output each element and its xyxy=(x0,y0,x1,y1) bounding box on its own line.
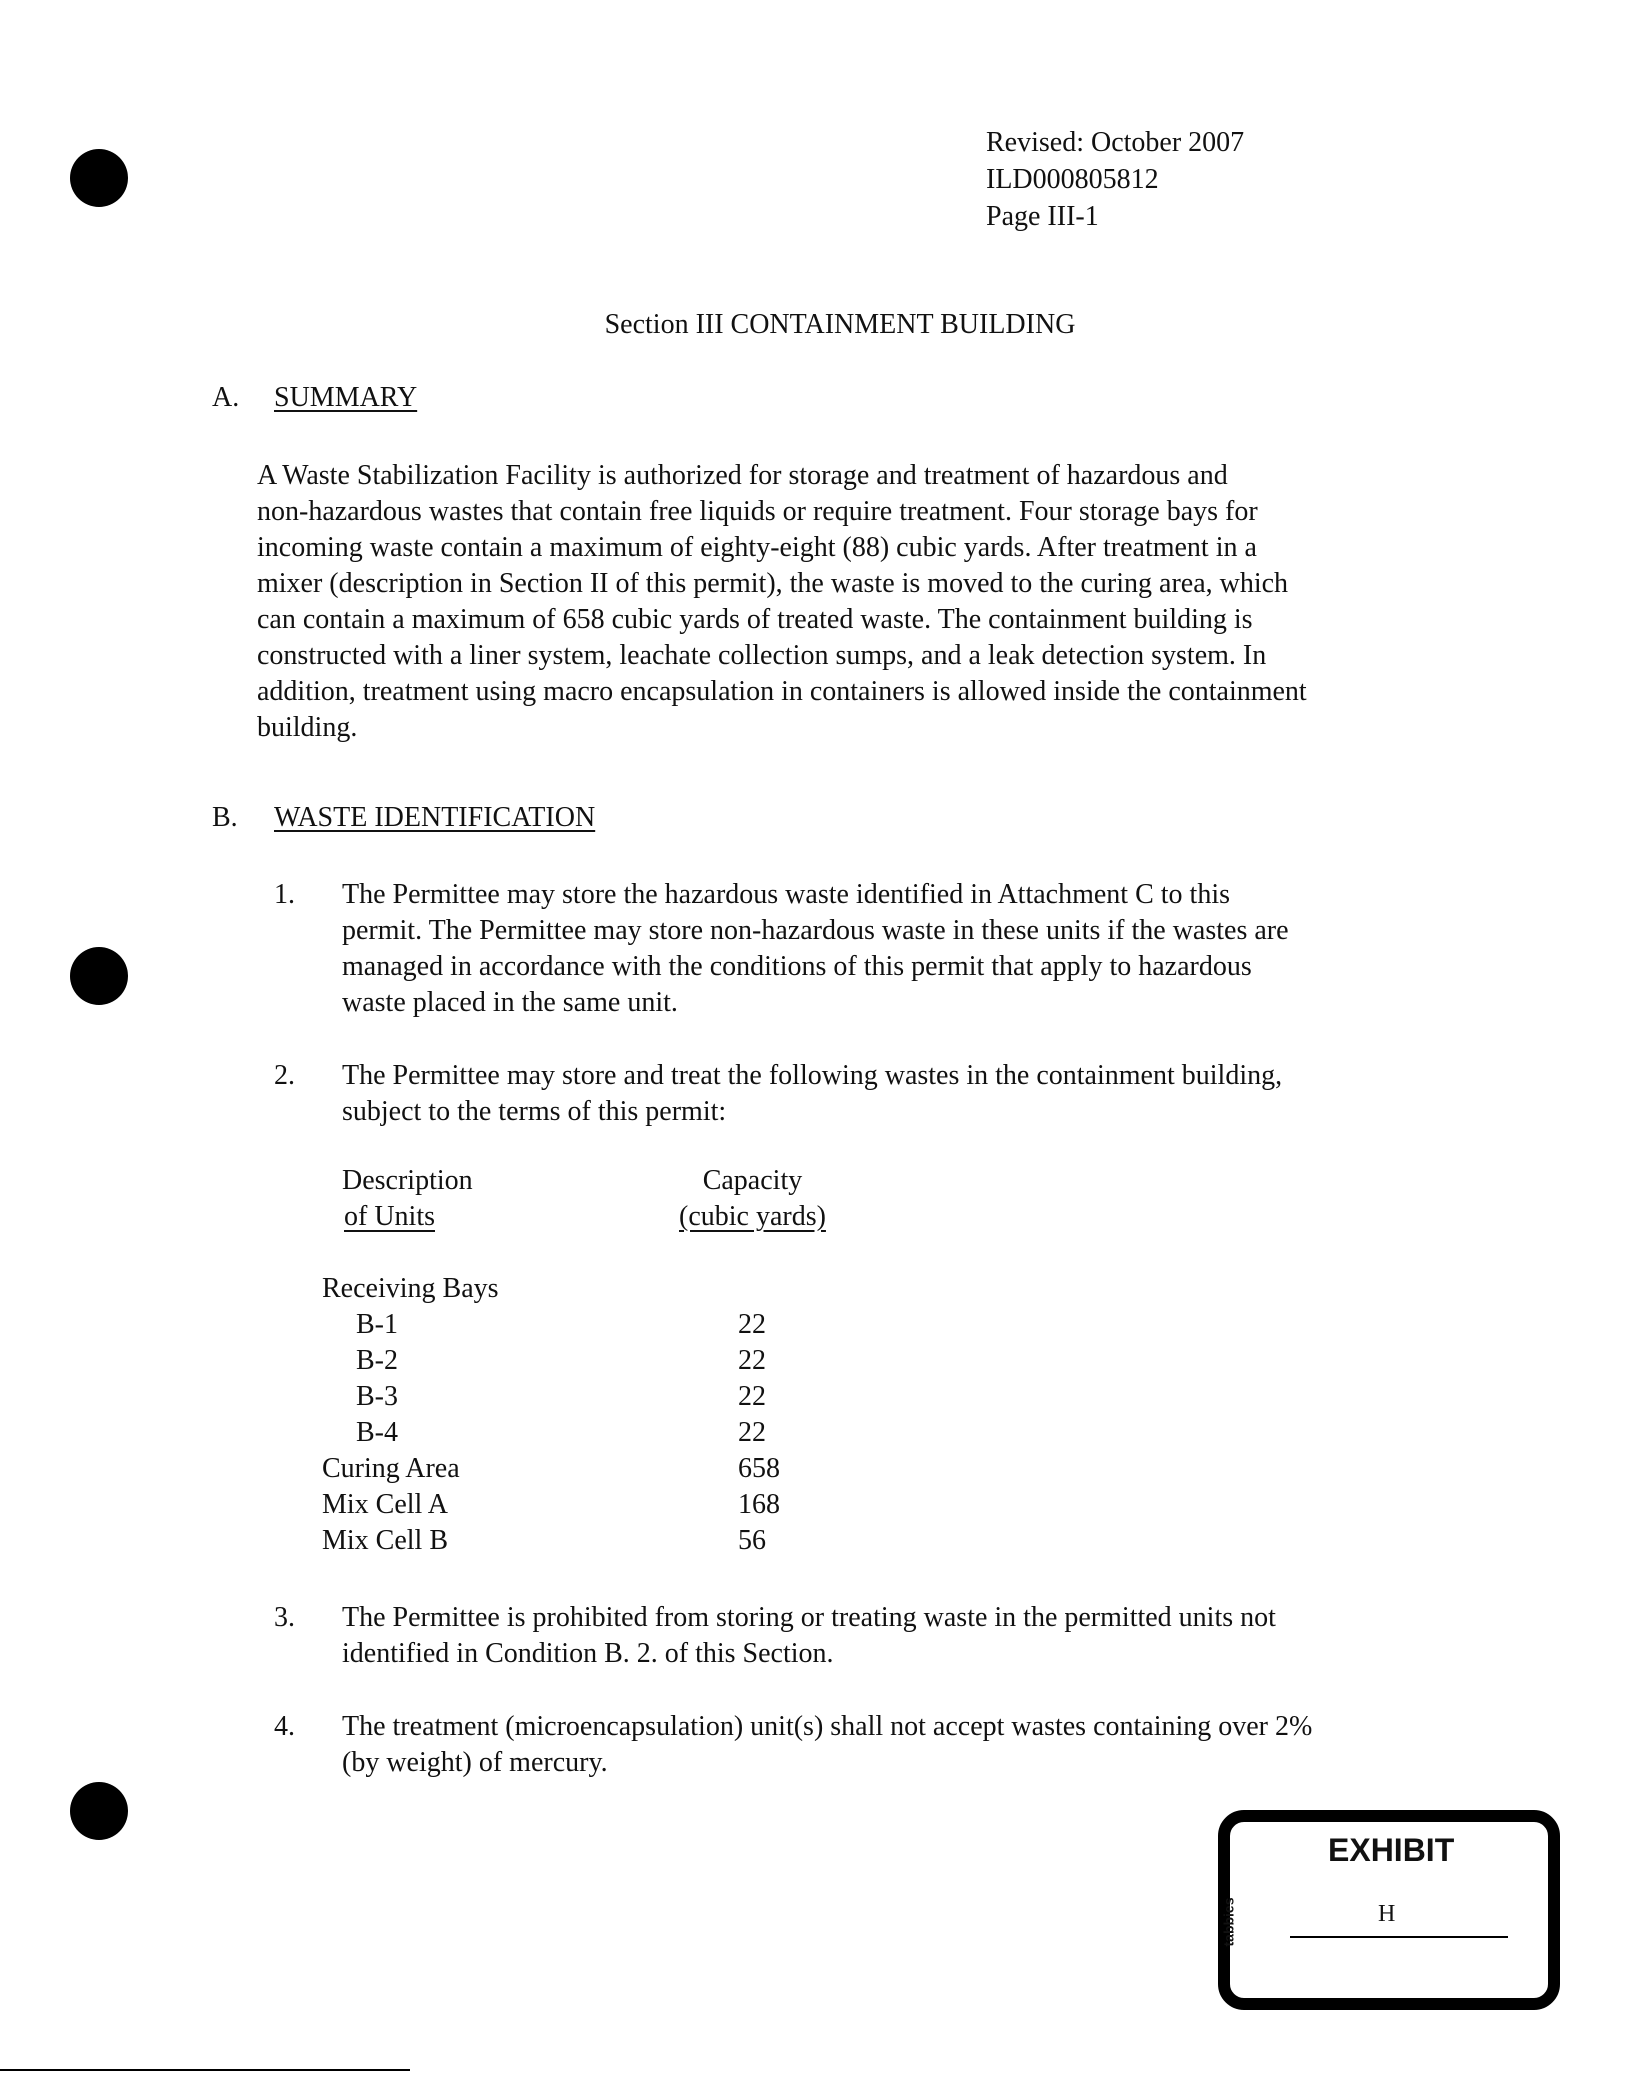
waste-identification-heading-text: WASTE IDENTIFICATION xyxy=(274,802,596,833)
exhibit-sticker xyxy=(1218,1810,1560,2010)
item-number: 3. xyxy=(274,1602,295,1633)
summary-heading xyxy=(212,380,417,416)
unit-capacity: 658 xyxy=(738,1453,780,1484)
unit-name: B-1 xyxy=(356,1309,398,1340)
summary-heading-text: SUMMARY xyxy=(274,382,418,413)
unit-capacity: 22 xyxy=(738,1417,766,1448)
revised-date: Revised: October 2007 xyxy=(986,127,1245,158)
exhibit-title: EXHIBIT xyxy=(1328,1832,1455,1868)
item-line: identified in Condition B. 2. of this Section. xyxy=(342,1638,834,1669)
item-line: permit. The Permittee may store non-hazardous waste in these units if the wastes are xyxy=(342,915,1289,946)
unit-name: B-4 xyxy=(356,1417,398,1448)
facility-id: ILD000805812 xyxy=(986,164,1159,195)
exhibit-value: H xyxy=(1378,1901,1396,1927)
unit-capacity: 168 xyxy=(738,1489,780,1520)
description-header-line: of Units xyxy=(344,1201,435,1232)
summary-letter: A. xyxy=(212,382,240,413)
description-column-header xyxy=(342,1163,473,1235)
unit-name: Curing Area xyxy=(322,1453,460,1484)
unit-capacity: 22 xyxy=(738,1309,766,1340)
summary-line: constructed with a liner system, leachate collection sumps, and a leak detection system. In xyxy=(257,640,1267,671)
capacity-header-line: (cubic yards) xyxy=(679,1201,826,1232)
item-line: The treatment (microencapsulation) unit(s) shall not accept wastes containing over 2% xyxy=(342,1711,1313,1742)
item-line: The Permittee is prohibited from storing or treating waste in the permitted units not xyxy=(342,1602,1276,1633)
item-line: The Permittee may store and treat the following wastes in the containment building, xyxy=(342,1060,1283,1091)
unit-name: B-2 xyxy=(356,1345,398,1376)
summary-paragraph xyxy=(257,458,1497,746)
unit-capacity: 22 xyxy=(738,1381,766,1412)
summary-line: can contain a maximum of 658 cubic yards of treated waste. The containment building is xyxy=(257,604,1253,635)
unit-name: Mix Cell A xyxy=(322,1489,449,1520)
item-number: 1. xyxy=(274,879,295,910)
description-header-line: Description xyxy=(342,1165,473,1196)
item-number: 4. xyxy=(274,1711,295,1742)
summary-line: addition, treatment using macro encapsulation in containers is allowed inside the containment xyxy=(257,676,1307,707)
item-line: (by weight) of mercury. xyxy=(342,1747,608,1778)
item-line: waste placed in the same unit. xyxy=(342,987,678,1018)
unit-capacity: 22 xyxy=(738,1345,766,1376)
summary-line: mixer (description in Section II of this permit), the waste is moved to the curing area, which xyxy=(257,568,1289,599)
page-number: Page III-1 xyxy=(986,201,1099,232)
section-title: Section III CONTAINMENT BUILDING xyxy=(604,309,1076,340)
waste-identification-letter: B. xyxy=(212,802,238,833)
punch-hole xyxy=(70,1782,128,1840)
exhibit-underline xyxy=(1290,1936,1508,1938)
summary-line: building. xyxy=(257,712,358,743)
punch-hole xyxy=(70,149,128,207)
footer-rule xyxy=(0,2069,410,2071)
units-capacity-table xyxy=(322,1163,1022,1563)
waste-identification-heading xyxy=(212,800,595,836)
punch-hole xyxy=(70,947,128,1005)
group-name: Receiving Bays xyxy=(322,1273,499,1304)
item-line: managed in accordance with the conditions of this permit that apply to hazardous xyxy=(342,951,1252,982)
item-line: subject to the terms of this permit: xyxy=(342,1096,727,1127)
unit-name: B-3 xyxy=(356,1381,398,1412)
summary-line: non-hazardous wastes that contain free liquids or require treatment. Four storage bays for xyxy=(257,496,1258,527)
item-number: 2. xyxy=(274,1060,295,1091)
item-line: The Permittee may store the hazardous waste identified in Attachment C to this xyxy=(342,879,1230,910)
capacity-column-header xyxy=(679,1163,826,1235)
unit-name: Mix Cell B xyxy=(322,1525,449,1556)
document-header xyxy=(986,124,1386,235)
unit-capacity: 56 xyxy=(738,1525,766,1556)
capacity-header-line: Capacity xyxy=(702,1165,803,1196)
summary-line: incoming waste contain a maximum of eighty-eight (88) cubic yards. After treatment in a xyxy=(257,532,1257,563)
summary-line: A Waste Stabilization Facility is authorized for storage and treatment of hazardous and xyxy=(257,460,1228,491)
exhibit-brand-logo: tabbies xyxy=(1220,1897,1237,1947)
